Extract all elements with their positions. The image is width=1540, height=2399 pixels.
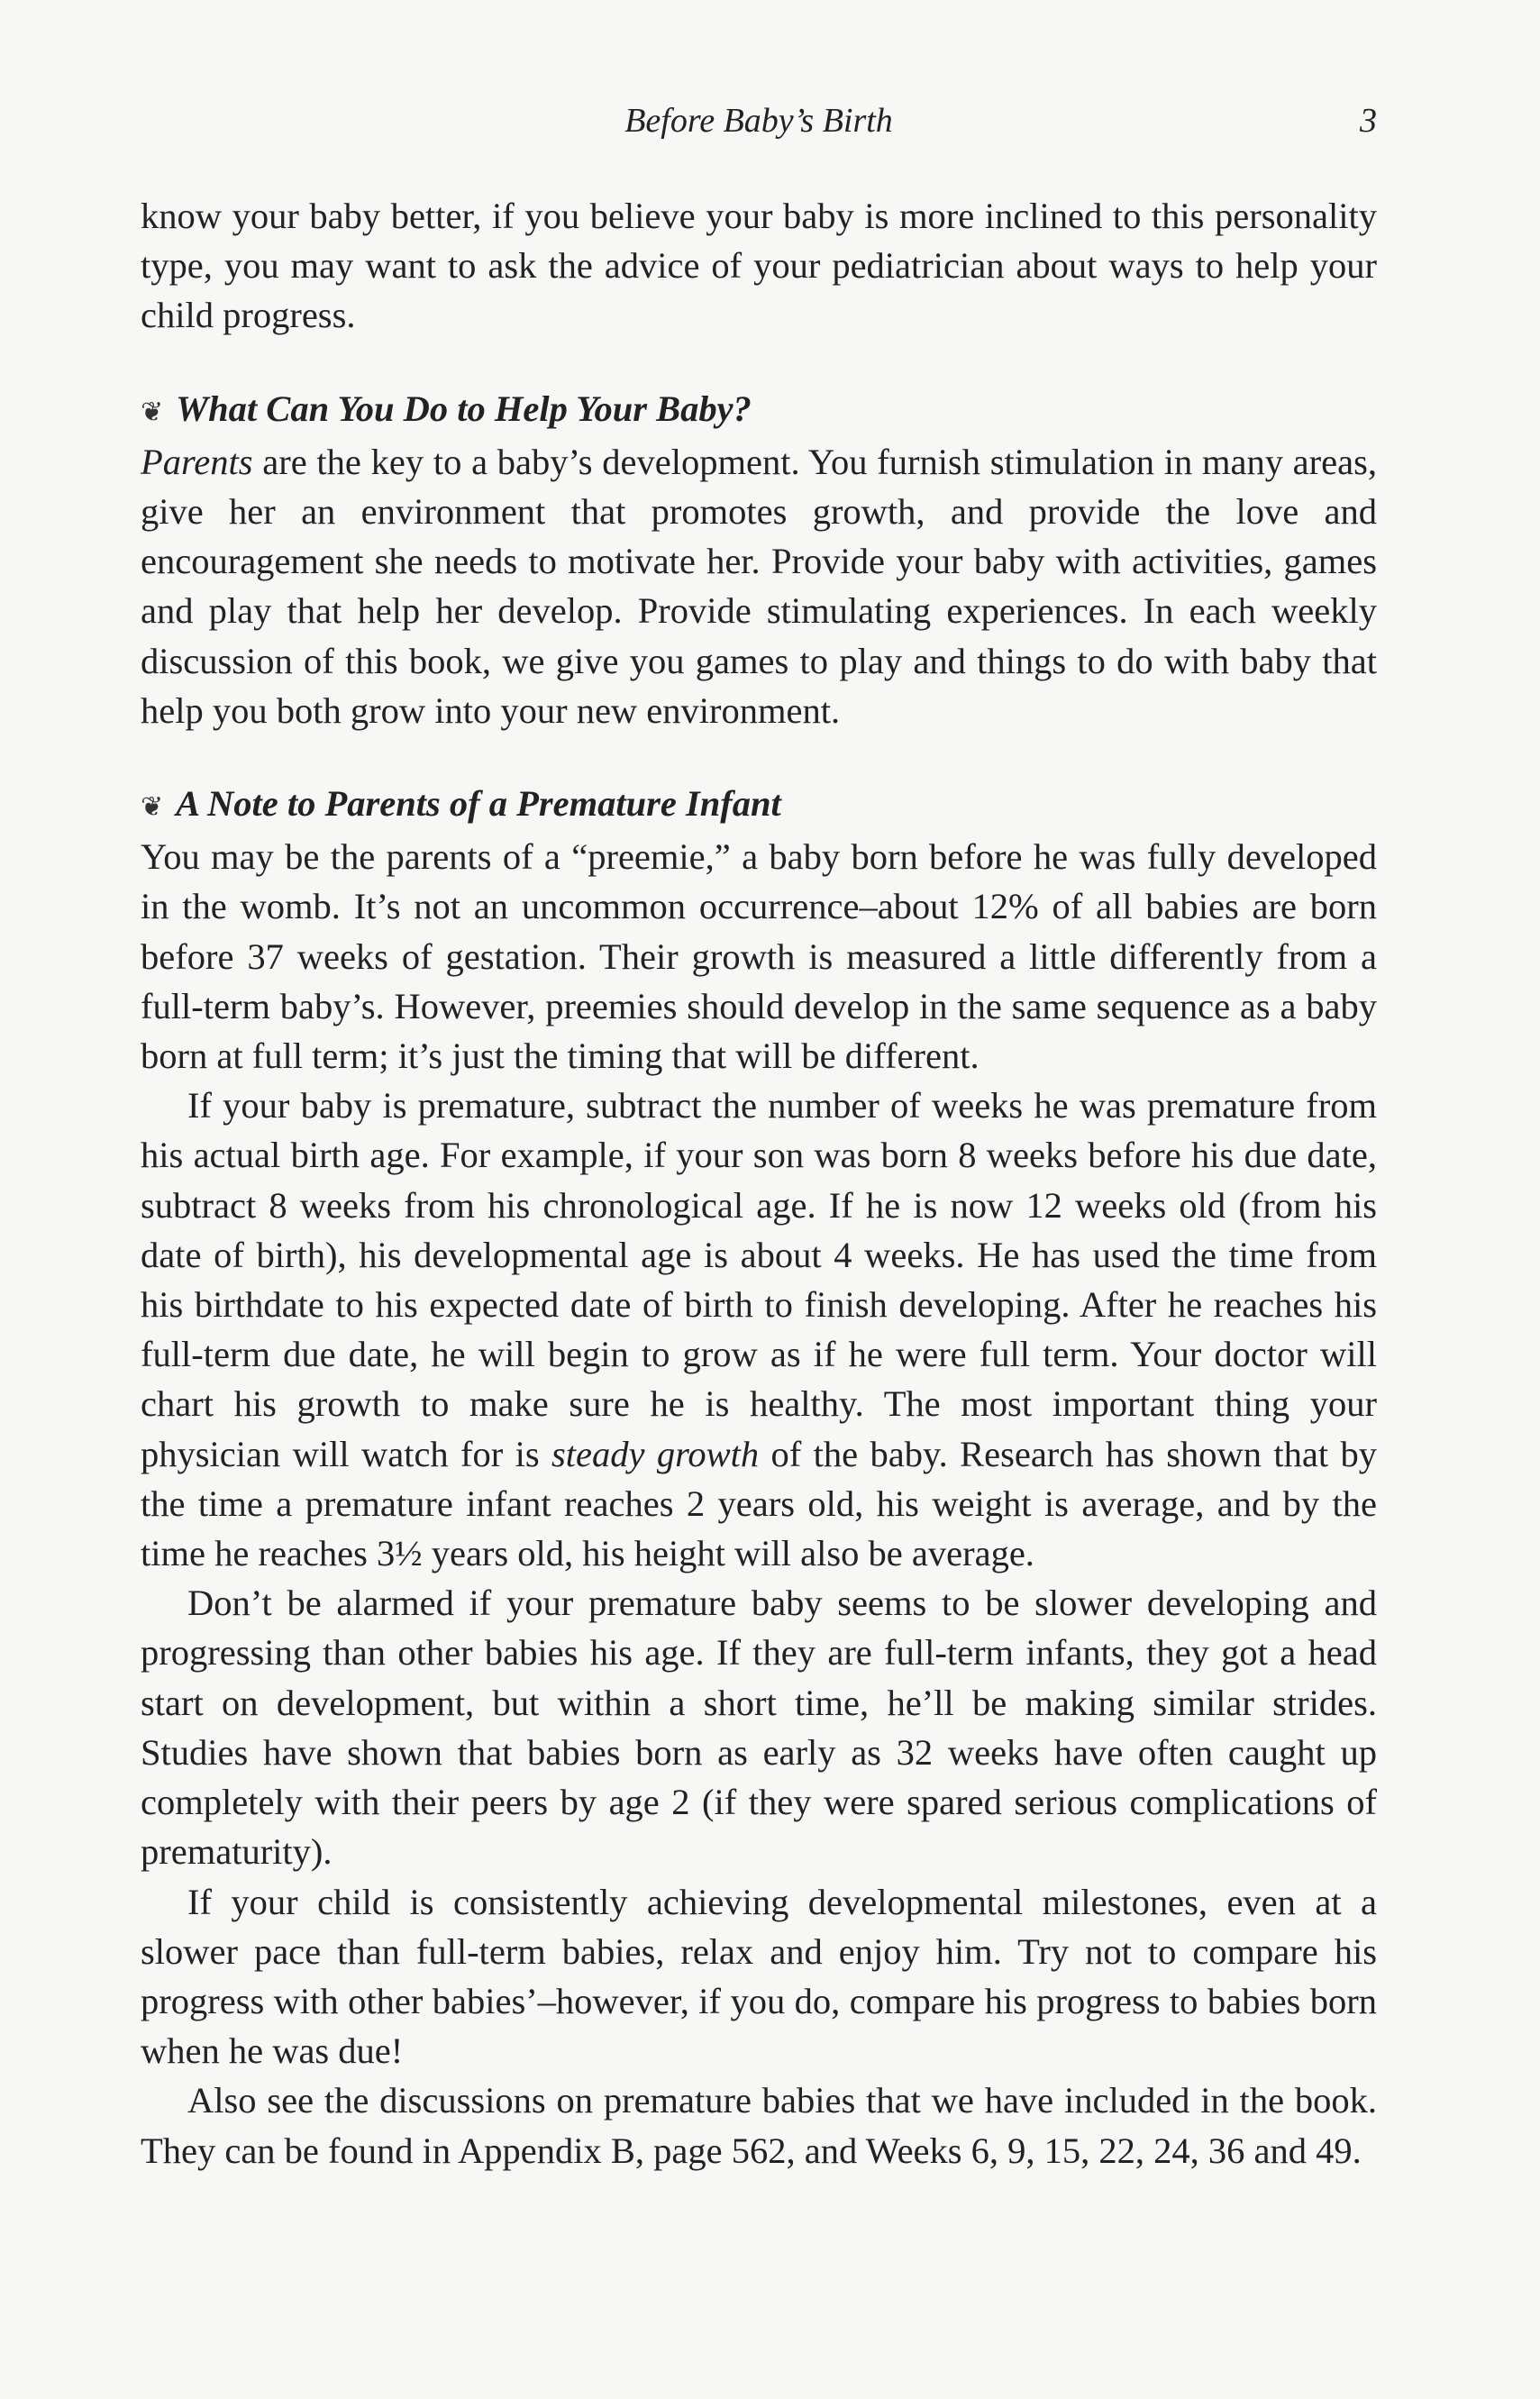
flower-ornament-icon: ❦ (141, 792, 164, 823)
premature-paragraph-2 (141, 1081, 1377, 1578)
paragraph-text: are the key to a baby’s development. You furnish stimulation in many areas, give her an environment that promotes growth, and provide the love and encouragement she needs to motivate her. Provide your baby with activities, games and play that help her develop. Provide stimulating experiences. In each weekly discussion of this book, we give you games to play and things to do with baby that help you both grow into your new environment. (141, 441, 1377, 731)
section-heading-text: What Can You Do to Help Your Baby? (176, 388, 752, 429)
running-head: Before Baby’s Birth (624, 102, 893, 140)
page-content (141, 191, 1377, 2176)
page-number: 3 (1360, 102, 1377, 140)
emphasis-text: steady growth (551, 1433, 760, 1474)
section-heading-premature (141, 779, 1377, 832)
intro-paragraph: know your baby better, if you believe your baby is more inclined to this personality type, you may want to ask the advice of your pediatrician about ways to help your child progress. (141, 196, 1377, 336)
premature-paragraph-1: You may be the parents of a “preemie,” a baby born before he was fully developed in the womb. It’s not an uncommon occurrence–about 12% of all babies are born before 37 weeks of gestation. Their growth is measured a little differently from a full-term baby’s. However, preemies should develop in the same sequence as a baby born at full term; it’s just the timing that will be different. (141, 836, 1377, 1077)
flower-ornament-icon: ❦ (141, 397, 164, 427)
section-heading-text: A Note to Parents of a Premature Infant (176, 783, 781, 825)
premature-paragraph-4: If your child is consistently achieving developmental milestones, even at a slower pace than full-term babies, relax and enjoy him. Try not to compare his progress with other babies’–however, if you do, compare his progress to babies born when he was due! (141, 1881, 1377, 2072)
paragraph-text: If your baby is premature, subtract the number of weeks he was premature from his actual birth age. For example, if your son was born 8 weeks before his due date, subtract 8 weeks from his chronological age. If he is now 12 weeks old (from his date of birth), his developmental age is about 4 weeks. He has used the time from his birthdate to his expected date of birth to finish developing. After he reaches his full-term due date, he will begin to grow as if he were full term. Your doctor will chart his growth to make sure he is healthy. The most important thing your physician will watch for is (141, 1085, 1377, 1474)
premature-paragraph-5: Also see the discussions on premature babies that we have included in the book. They can be found in Appendix B, page 562, and Weeks 6, 9, 15, 22, 24, 36 and 49. (141, 2080, 1377, 2171)
section-paragraph-help-baby (141, 437, 1377, 735)
paragraph-text: of the baby. Research has shown that by the time a premature infant reaches 2 years old, his weight is average, and by the time he reaches 3½ years old, his height will also be average. (141, 1433, 1377, 1574)
premature-paragraph-3: Don’t be alarmed if your premature baby seems to be slower developing and progressing than other babies his age. If they are full-term infants, they got a head start on development, but within a short time, he’ll be making similar strides. Studies have shown that babies born as early as 32 weeks have often caught up completely with their peers by age 2 (if they were spared serious complications of prematurity). (141, 1583, 1377, 1873)
page-header (141, 101, 1377, 155)
lead-word: Parents (141, 441, 253, 482)
section-heading-help-baby (141, 384, 1377, 437)
